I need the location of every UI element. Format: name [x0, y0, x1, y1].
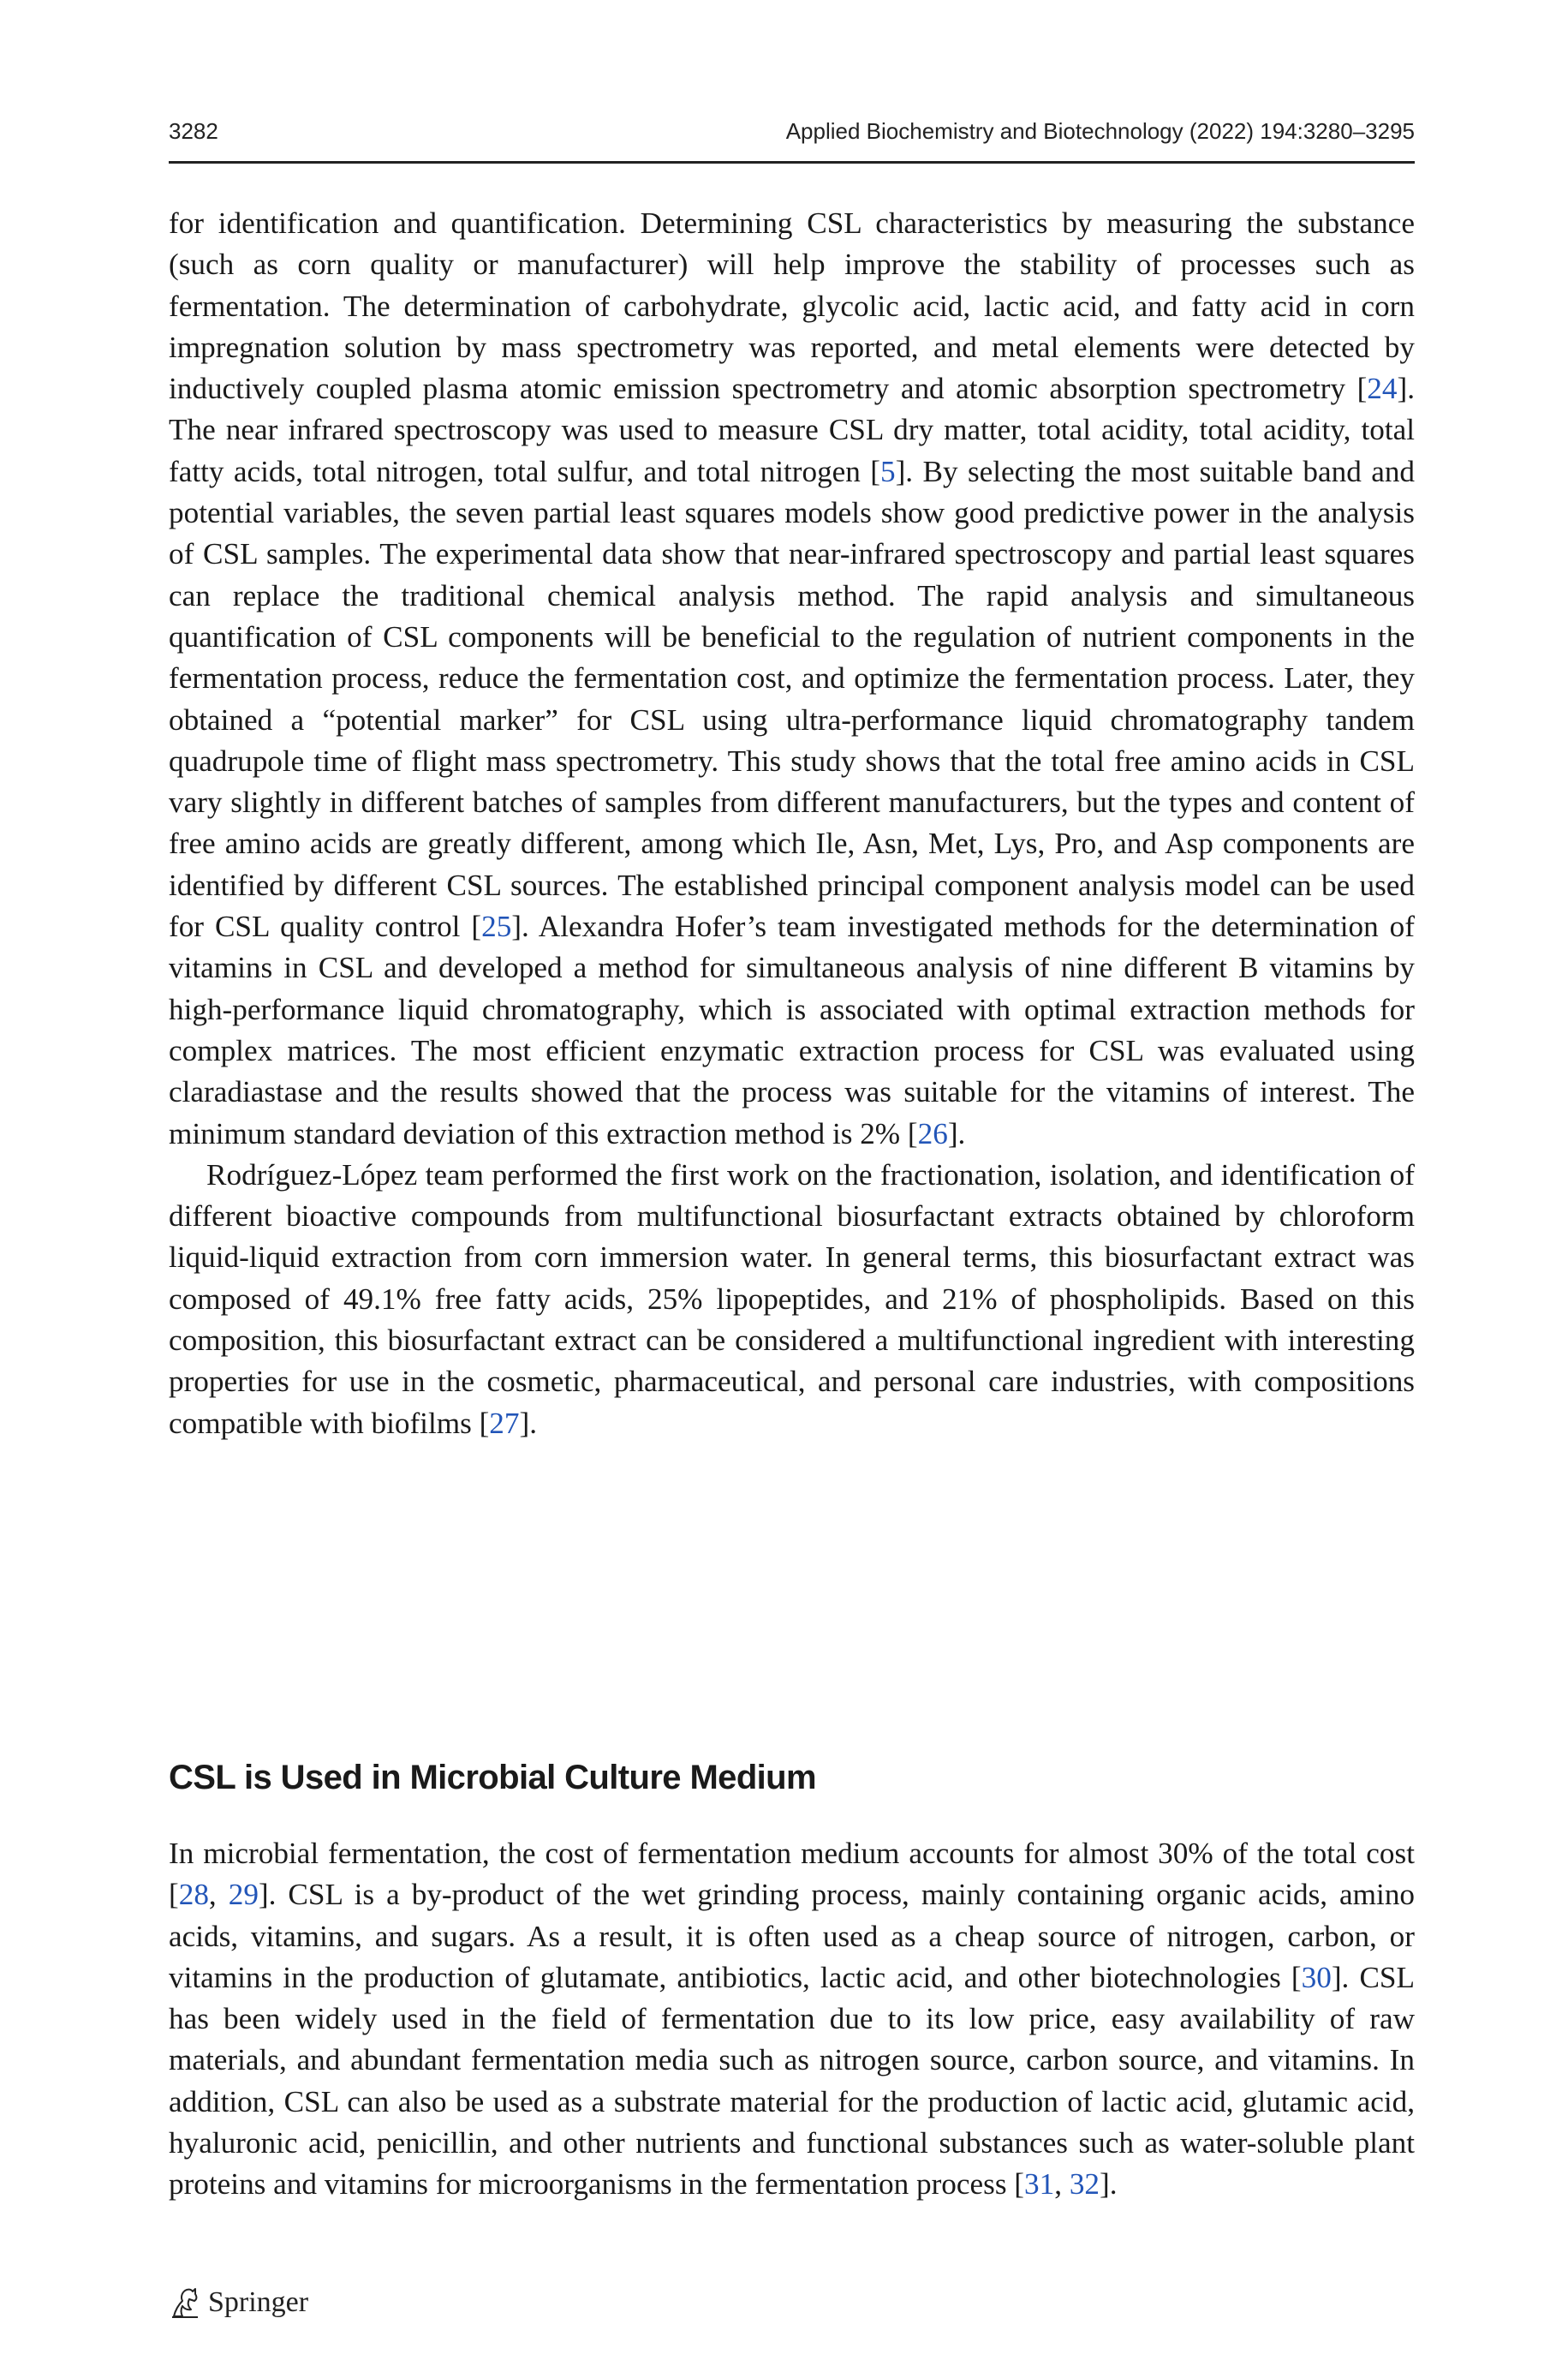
- paragraph-2: [169, 1155, 1415, 1444]
- paragraph-text: ]. The near infrared spectroscopy was used to measure CSL dry matter, total acidity, total acidity, total fatty acids, total nitrogen, total sulfur, and total nitrogen [: [169, 372, 1415, 488]
- springer-horse-icon: [169, 2285, 201, 2320]
- section-heading: CSL is Used in Microbial Culture Medium: [169, 1759, 816, 1797]
- paragraph-text: ].: [947, 1116, 966, 1150]
- citation-link[interactable]: 26: [917, 1116, 948, 1150]
- citation-link[interactable]: 29: [228, 1878, 259, 1912]
- paragraph-text: ].: [1100, 2167, 1118, 2202]
- citation-separator: ,: [208, 1878, 229, 1912]
- citation-link[interactable]: 28: [178, 1878, 209, 1912]
- paragraph-text: ]. CSL is a by-product of the wet grinding process, mainly containing organic acids, amino acids, vitamins, and sugars. As a result, it is often used as a cheap source of nitrogen, carbon, or vitamins in the production of glutamate, antibiotics, lactic acid, and other biotechnologies [: [169, 1878, 1416, 1994]
- publisher-footer: [169, 2281, 308, 2324]
- text-block-lower: [169, 1833, 1415, 2206]
- citation-link[interactable]: 31: [1024, 2167, 1055, 2202]
- journal-citation: Applied Biochemistry and Biotechnology (2022) 194:3280–3295: [785, 118, 1415, 144]
- paragraph-text: ]. CSL has been widely used in the field of fermentation due to its low price, easy availability of raw materials, and abundant fermentation media such as nitrogen source, carbon source, and vitamins. In addition, CSL can also be used as a substrate material for the production of lactic acid, glutamic acid, hyaluronic acid, penicillin, and other nutrients and functional substances such as water-soluble plant proteins and vitamins for microorganisms in the fermentation process [: [169, 1960, 1415, 2202]
- citation-link[interactable]: 5: [880, 454, 896, 488]
- paragraph-text: for identification and quantification. Determining CSL characteristics by measuring the substance (such as corn quality or manufacturer) will help improve the stability of processes such as fermentation. The determination of carbohydrate, glycolic acid, lactic acid, and fatty acid in corn impregnation solution by mass spectrometry was reported, and metal elements were detected by inductively coupled plasma atomic emission spectrometry and atomic absorption spectrometry [: [169, 206, 1415, 406]
- paragraph-1: [169, 203, 1415, 1155]
- paragraph-text: ].: [519, 1406, 537, 1440]
- publisher-name: Springer: [208, 2286, 309, 2318]
- citation-link[interactable]: 32: [1069, 2167, 1100, 2202]
- citation-link[interactable]: 27: [489, 1406, 520, 1440]
- paragraph-text: In microbial fermentation, the cost of fermentation medium accounts for almost 30% of the total cost [: [169, 1837, 1415, 1912]
- paragraph-text: ]. Alexandra Hofer’s team investigated methods for the determination of vitamins in CSL and developed a method for simultaneous analysis of nine different B vitamins by high-performance liquid chromatography, which is associated with optimal extraction methods for complex matrices. The most efficient enzymatic extraction process for CSL was evaluated using claradiastase and the results showed that the process was suitable for the vitamins of interest. The minimum standard deviation of this extraction method is 2% [: [169, 910, 1415, 1150]
- citation-link[interactable]: 24: [1367, 372, 1398, 406]
- citation-link[interactable]: 30: [1301, 1960, 1332, 1994]
- header-rule: [169, 161, 1415, 164]
- citation-separator: ,: [1054, 2167, 1070, 2202]
- running-header: [169, 118, 1415, 152]
- page-number: 3282: [169, 118, 218, 144]
- paragraph-3: [169, 1833, 1415, 2206]
- paragraph-text: Rodríguez-López team performed the first work on the fractionation, isolation, and identification of different bioactive compounds from multifunctional biosurfactant extracts obtained by chloroform liquid-liquid extraction from corn immersion water. In general terms, this biosurfactant extract was composed of 49.1% free fatty acids, 25% lipopeptides, and 21% of phospholipids. Based on this composition, this biosurfactant extract can be considered a multifunctional ingredient with interesting properties for use in the cosmetic, pharmaceutical, and personal care industries, with compositions compatible with biofilms [: [169, 1157, 1415, 1440]
- citation-link[interactable]: 25: [481, 910, 512, 944]
- text-block-upper: [169, 203, 1415, 1444]
- paragraph-text: ]. By selecting the most suitable band and potential variables, the seven partial least squares models show good predictive power in the analysis of CSL samples. The experimental data show that near-infrared spectroscopy and partial least squares can replace the traditional chemical analysis method. The rapid analysis and simultaneous quantification of CSL components will be beneficial to the regulation of nutrient components in the fermentation process, reduce the fermentation cost, and optimize the fermentation process. Later, they obtained a “potential marker” for CSL using ultra-performance liquid chromatography tandem quadrupole time of flight mass spectrometry. This study shows that the total free amino acids in CSL vary slightly in different batches of samples from different manufacturers, but the types and content of free amino acids are greatly different, among which Ile, Asn, Met, Lys, Pro, and Asp components are identified by different CSL sources. The established principal component analysis model can be used for CSL quality control [: [169, 454, 1415, 944]
